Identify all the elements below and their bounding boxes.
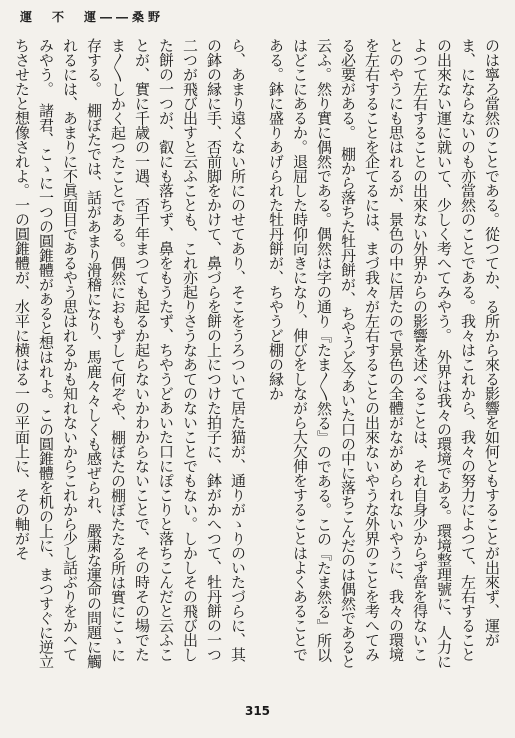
running-header: 運 不 運――桑野 — [20, 10, 165, 24]
text-block-right — [264, 38, 504, 671]
page-number: 315 — [244, 704, 271, 718]
text-block-left — [10, 38, 250, 671]
body-text-left: ら、あまり遠くない所にのせてあり、そこをうろついて居た猫が、通りがゝりのいたづらに、其の鉢の縁に手、否前脚をかけて、鼻づらを餅の上につけた拍子に、鉢がかへつて、牡丹餅の一つ二つが飛び出すと云ふことも、これ亦起りさうなあてのないことでもない。しかしその飛び出した餅の一つが、叡にも落ちず、鼻をもうたず、ちやうどあいた口にぽこりと落ちこんだと云ふことが、實に千歳の一遇、否千年まつても起るか起らないかわからないことで、その時その場でたま〳〵しかく起つたことである。偶然におもずして何ぞや、棚ぼたの棚ぼたたる所は實にこゝに存する。 棚ぼたでは、話があまり滑稽になり、馬鹿々々しくも感ぜられ、嚴粛な運命の問題に觸れるには、あまりに不眞面目であるやう思はれるかも知れないからこれから少し話ぶりをかへてみやう。 諸君、こゝに一つの圓錐體があると想はれよ。この圓錐體を机の上に、まつすぐに逆立ちさせたと想像されよ。一の圓錐體が、水平に横はる一の平面上に、その軸がそ — [13, 38, 247, 669]
body-text-right: のは寧ろ當然のことである。從つてか、る所から來る影響を如何ともすることが出來ず、運がま、にならないのも亦當然のことである。我々はこれから、我々の努力によつて、左右することの出來ない運に就いて、少しく考へてみやう。 外界は我々の環境である。環境整理號に、人力によつて左右することの出來ない外界からの影響を述べることは、それ自身少からず當を得ないことのやうにも思はれるが、景色の中に居たので景色の全體がながめられないやうに、我々の環境を左右することを企てるには、まづ我々が左右することの出來ないやうな外界のことを考へてみる必要がある。 棚から落ちた牡丹餅が、ちやうど今あいた口の中に落ちこんだのは偶然であると云ふ。然り實に偶然である。偶然は字の通り『たま〳〵然る』のである。この『たま然る』所以はどこにあるか。退屈した時仰向きになり、伸びをしながら大欠伸をすることはよくあることである。鉢に盛りあげられた牡丹餅が、ちやうど棚の縁か — [267, 38, 501, 669]
